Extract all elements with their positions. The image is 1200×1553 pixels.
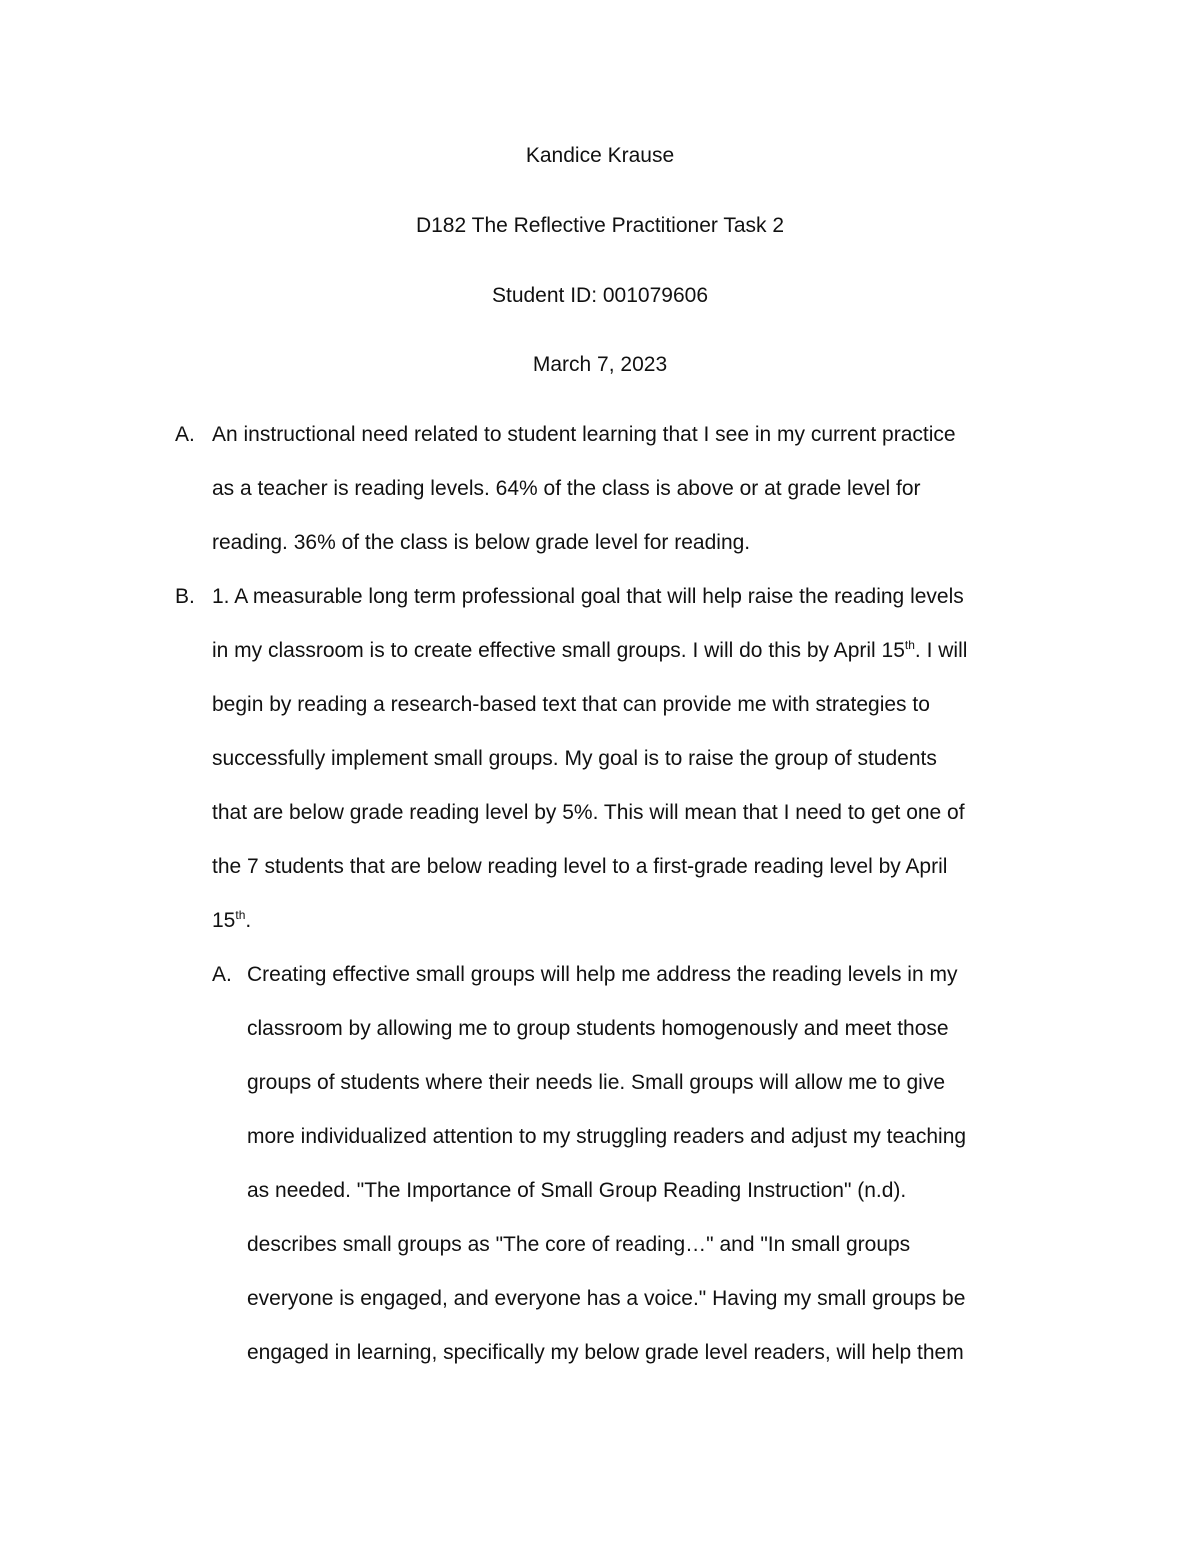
course-title: D182 The Reflective Practitioner Task 2 [415, 214, 785, 237]
subsection-a-line: Creating effective small groups will help me address the reading levels in my [247, 963, 958, 986]
section-a-line: An instructional need related to student learning that I see in my current practice [212, 423, 956, 446]
section-b-text: in my classroom is to create effective small groups. I will do this by April 15 [212, 639, 905, 662]
subsection-a-line: describes small groups as "The core of reading…" and "In small groups [247, 1233, 911, 1256]
section-a-line: reading. 36% of the class is below grade level for reading. [212, 531, 751, 554]
author-name: Kandice Krause [525, 144, 675, 167]
section-b-text: . [245, 909, 252, 932]
section-b-line: the 7 students that are below reading level to a first-grade reading level by April [212, 855, 948, 878]
section-b-line: successfully implement small groups. My goal is to raise the group of students [212, 747, 937, 770]
section-b-text: . I will [914, 639, 968, 662]
student-id: Student ID: 001079606 [491, 284, 708, 307]
section-b-text: 15 [212, 909, 236, 932]
section-a-marker: A. [175, 423, 195, 446]
section-b-line: that are below grade reading level by 5%. This will mean that I need to get one of [212, 801, 965, 824]
subsection-a-line: groups of students where their needs lie. Small groups will allow me to give [247, 1071, 946, 1094]
superscript-ordinal: th [235, 908, 246, 922]
subsection-a-marker: A. [212, 963, 232, 986]
section-b-line [212, 907, 251, 935]
subsection-a-line: more individualized attention to my struggling readers and adjust my teaching [247, 1125, 967, 1148]
document-date: March 7, 2023 [532, 353, 668, 376]
section-b-line [212, 637, 967, 665]
section-a-line: as a teacher is reading levels. 64% of the class is above or at grade level for [212, 477, 921, 500]
subsection-a-line: classroom by allowing me to group students homogenously and meet those [247, 1017, 949, 1040]
superscript-ordinal: th [904, 638, 915, 652]
subsection-a-line: as needed. "The Importance of Small Group Reading Instruction" (n.d). [247, 1179, 907, 1202]
section-b-line: begin by reading a research-based text that can provide me with strategies to [212, 693, 930, 716]
section-b-marker: B. [175, 585, 195, 608]
subsection-a-line: engaged in learning, specifically my below grade level readers, will help them [247, 1341, 964, 1364]
section-b-line: 1. A measurable long term professional goal that will help raise the reading levels [212, 585, 964, 608]
subsection-a-line: everyone is engaged, and everyone has a voice." Having my small groups be [247, 1287, 966, 1310]
